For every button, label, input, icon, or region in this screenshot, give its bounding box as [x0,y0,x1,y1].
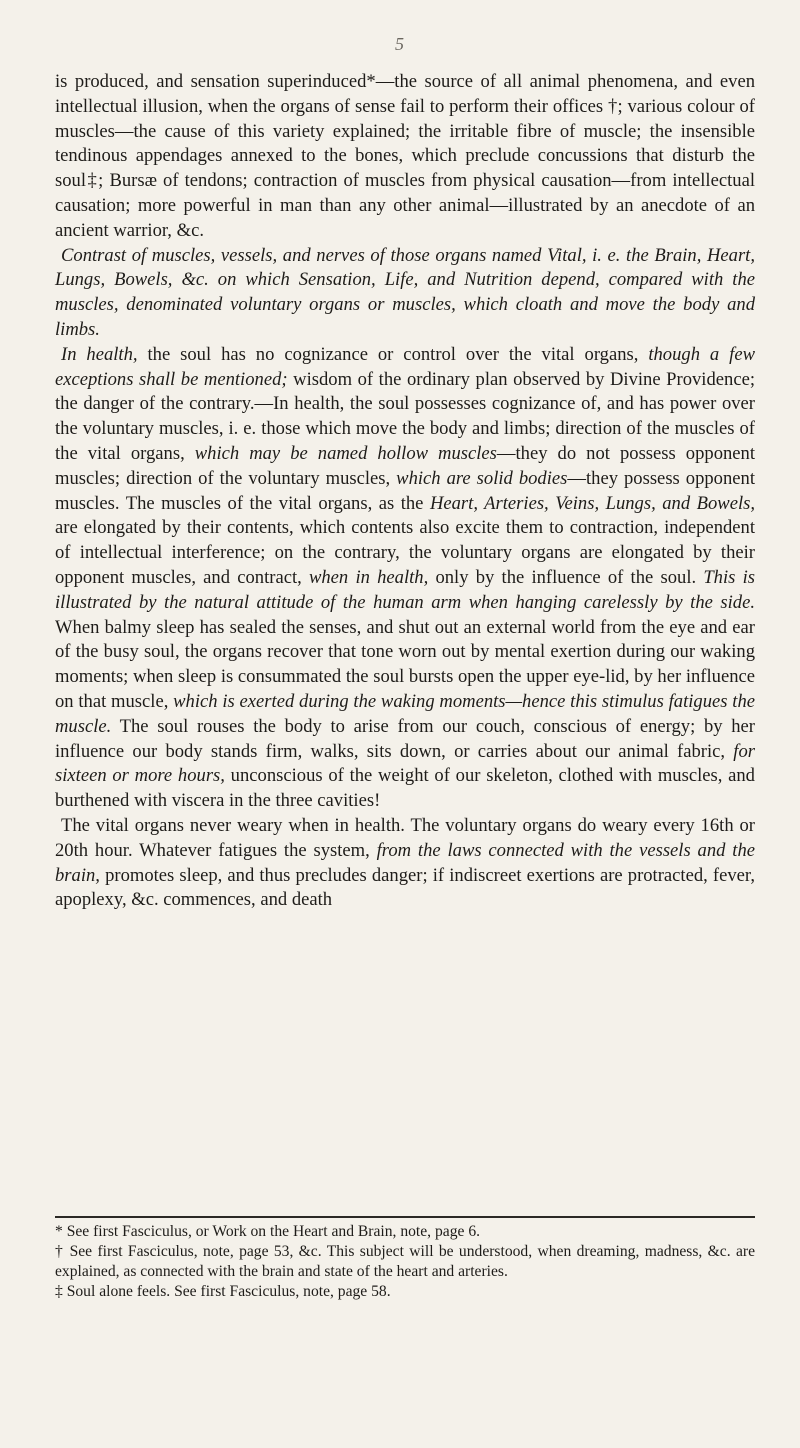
text-run: unconscious of the weight of our skeleton, clothed with muscles, and burthened with viscera in the three cavities! [55,765,755,812]
footnote-3: ‡ Soul alone feels. See first Fasciculus, note, page 58. [55,1283,391,1300]
text-run: The soul rouses the body to arise from our couch, conscious of energy; by her influence our body stands firm, walks, sits down, or carries about our animal fabric, [55,715,755,762]
italic-run: Heart, Arteries, Veins, Lungs, and Bowels, [429,492,756,514]
page-number: 5 [395,34,404,54]
italic-run: though a few exceptions shall be mentioned; [55,343,755,390]
italic-run: from the laws connected with the vessels and the brain, [55,839,756,886]
text-run: the soul has no cognizance or control over the vital organs, [137,343,649,365]
footnote-2: † See first Fasciculus, note, page 53, &c. This subject will be understood, when dreaming, madness, &c. are explained, as connected with the brain and state of the heart and arteries. [55,1243,755,1280]
text-run: promotes sleep, and thus precludes danger; if indiscreet exertions are protracted, fever, apoplexy, &c. commences, and death [55,864,755,911]
text-run: —they do not possess opponent muscles; direction of the voluntary muscles, [55,442,756,489]
italic-run: Contrast of muscles, vessels, and nerves of those organs named Vital, i. e. the Brain, Heart, Lungs, Bowels, &c. on which Sensation, Life, and Nutrition depend, compared with the muscles, denominated voluntary organs or muscles, which cloath and move the body and limbs. [55,244,755,340]
paragraph-3 [55,343,755,814]
text-run: only by the influence of the soul. [428,566,704,588]
italic-run: which is exerted during the waking moments—hence this stimulus fatigues the muscle. [55,690,755,737]
italic-run: In health, [61,343,138,365]
paragraph-1 [55,70,755,244]
italic-run: when in health, [308,566,429,588]
text-run: The vital organs never weary when in health. The voluntary organs do weary every 16th or 20th hour. Whatever fatigues the system, [55,814,755,861]
italic-run: This is illustrated by the natural attitude of the human arm when hanging carelessly by the side. [55,566,755,613]
paragraph-2 [55,244,755,343]
text-run: are elongated by their contents, which contents also excite them to contraction, independent of intellectual interference; on the contrary, the voluntary organs are elongated by their opponent muscles, and contract, [55,517,755,588]
italic-run: which are solid bodies [396,467,568,489]
main-text [55,70,755,913]
text-run: is produced, and sensation superinduced*—the source of all animal phenomena, and even intellectual illusion, when the organs of sense fail to perform their offices †; various colour of muscles—the cause of this variety explained; the irritable fibre of muscle; the insensible tendinous appendages annexed to the bones, which preclude concussions that disturb the soul‡; Bursæ of tendons; contraction of muscles from physical causation—from intellectual causation; more powerful in man than any other animal—illustrated by an anecdote of an ancient warrior, &c. [55,71,755,241]
italic-run: for sixteen or more hours, [55,740,755,787]
text-run: —they possess opponent muscles. The muscles of the vital organs, as the [55,467,755,514]
footnote-1: * See first Fasciculus, or Work on the Heart and Brain, note, page 6. [55,1223,481,1240]
footnotes [55,1222,755,1302]
text-run: When balmy sleep has sealed the senses, and shut out an external world from the eye and ear of the busy soul, the organs recover that tone worn out by mental exertion during our waking moments; when sleep is consummated the soul bursts open the upper eye-lid, by her influence on that muscle, [55,616,755,712]
paragraph-4 [55,814,755,913]
footnote-rule [55,1216,755,1218]
italic-run: which may be named hollow muscles [194,442,497,464]
text-run: wisdom of the ordinary plan observed by Divine Providence; the danger of the contrary.—In health, the soul possesses cognizance of, and has power over the voluntary muscles, i. e. those which move the body and limbs; direction of the muscles of the vital organs, [55,368,755,464]
